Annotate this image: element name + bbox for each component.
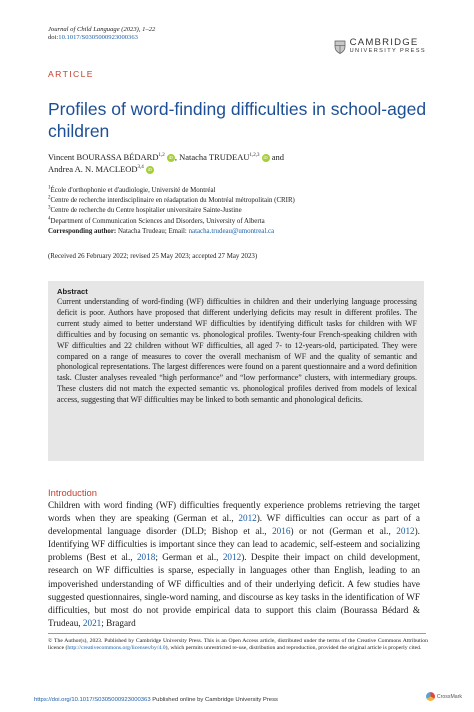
intro-text-segment: Children with word finding (WF) difficulties frequently experience problems retrieving the target words when they are speaking (German et al., [48, 500, 420, 524]
received-dates: (Received 26 February 2022; revised 25 May 2023; accepted 27 May 2023) [48, 253, 258, 260]
author-affiliation-marker: 1,2 [158, 153, 165, 159]
publisher-subname: UNIVERSITY PRESS [349, 48, 426, 54]
author-name: Vincent BOURASSA BÉDARD [48, 152, 159, 162]
footnote-divider [48, 633, 426, 634]
author-name: Andrea A. N. MACLEOD [48, 164, 138, 175]
affiliation-number: 1 [48, 185, 51, 191]
affiliation-number: 2 [48, 195, 51, 201]
journal-citation: Journal of Child Language (2023), 1–22 [48, 26, 156, 33]
introduction-heading: Introduction [48, 487, 97, 498]
abstract-heading: Abstract [57, 287, 88, 296]
license-link[interactable]: http://creativecommons.org/licenses/by/4.0 [67, 645, 166, 652]
crossmark-icon [426, 692, 435, 701]
abstract-text: Current understanding of word-finding (WF) difficulties in children and their underlying language processing deficit is poor. Authors have proposed that different underlying deficits may result in different profiles. The current study aimed to better understand WF difficulties by identifying difficult tasks for children with WF difficulties and by focusing on semantic vs. phonological profiles. Twenty-four French-speaking children with WF difficulties and 22 children without WF difficulties, all aged 7- to 12-years-old, participated. They were compared on a range of measures to cover the overall mechanism of WF and the quality of semantic and phonological representations. The largest differences were found on a parent questionnaire and a word definition task. Cluster analyses revealed “high performance” and “low performance” clusters, with intermediary groups. These clusters did not match the expected semantic vs. phonological profiles derived from models of lexical access, suggesting that WF difficulties may be linked to both semantic and phonological deficits. [57, 297, 417, 405]
publisher-logo [334, 38, 426, 55]
author-separator: and [269, 152, 285, 162]
intro-text-segment: ). Identifying WF difficulties is important since they can lead to academic, self-esteem and socializing problems (Best et al., [48, 526, 420, 563]
citation-year-link[interactable]: 2012 [396, 526, 415, 537]
page-footer: https://doi.org/10.1017/S0305000923000363 Published online by Cambridge University Press [34, 697, 278, 703]
cambridge-crest-icon [334, 40, 346, 54]
affiliations [48, 186, 438, 237]
citation-year-link[interactable]: 2021 [82, 617, 102, 628]
publisher-name: CAMBRIDGE [349, 37, 419, 48]
affiliation-number: 4 [48, 216, 51, 222]
citation-year-link[interactable]: 2018 [136, 552, 156, 563]
introduction-text [48, 499, 420, 630]
citation-year-link[interactable]: 2016 [272, 526, 291, 537]
author-affiliation-marker: 1,2,3 [249, 153, 260, 159]
author-separator: , [174, 152, 180, 162]
corresponding-author: Corresponding author: Natacha Trudeau; Email: natacha.trudeau@umontreal.ca [48, 227, 275, 235]
affiliation-item [48, 206, 438, 216]
author-name: Natacha TRUDEAU [179, 152, 250, 162]
doi-link[interactable]: 10.1017/S0305000923000363 [58, 34, 138, 42]
affiliation-item [48, 217, 438, 227]
intro-text-segment: ; German et al., [155, 552, 223, 563]
abstract-box [48, 281, 424, 461]
affiliation-text: École d'orthophonie et d'audiologie, Université de Montréal [50, 187, 216, 194]
intro-text-segment: ; Bragard [101, 617, 136, 628]
article-doi: doi:10.1017/S0305000923000363 [48, 34, 138, 42]
orcid-icon[interactable]: iD [263, 155, 268, 161]
author-list [48, 151, 438, 176]
intro-text-segment: ). WF difficulties can occur as part of a developmental language disorder (DLD; Bishop et al., [48, 513, 420, 537]
affiliation-item [48, 186, 438, 196]
intro-text-segment: ) or not (German et al., [290, 526, 397, 537]
article-type-label: ARTICLE [48, 69, 94, 79]
affiliation-text: Centre de recherche du Centre hospitalier universitaire Sainte-Justine [50, 207, 242, 215]
citation-year-link[interactable]: 2012 [238, 513, 257, 524]
intro-text-segment: ). Despite their impact on child development, research on WF difficulties is sparse, especially in languages other than English, leading to an impoverished understanding of WF difficulties and of their underlying deficit. A few studies have suggested questionnaires, single-word naming, and discourse as key tasks in the identification of WF difficulties, but most do not provide empirical data to support this claim (Bourassa Bédard & Trudeau, [48, 552, 420, 628]
orcid-icon[interactable]: iD [147, 167, 153, 173]
affiliation-text: Department of Communication Sciences and Disorders, University of Alberta [50, 217, 265, 225]
article-title: Profiles of word-finding difficulties in school-aged children [48, 99, 427, 141]
affiliation-text: Centre de recherche interdisciplinaire en réadaptation du Montréal métropolitain (CRIR) [50, 197, 295, 205]
license-notice: © The Author(s), 2023. Published by Cambridge University Press. This is an Open Access article, distributed under the terms of the Creative Commons Attribution licence (http://creativecommons.org/licenses/by/4.0), which permits unrestricted re-use, distribution and reproduction, provided the original article is properly cited. [48, 638, 428, 652]
journal-header [48, 26, 155, 43]
crossmark-badge[interactable]: CrossMark [426, 692, 462, 701]
affiliation-item [48, 196, 438, 206]
orcid-icon[interactable]: iD [168, 155, 174, 161]
affiliation-number: 3 [48, 206, 51, 212]
author-email-link[interactable]: natacha.trudeau@umontreal.ca [188, 227, 275, 235]
citation-year-link[interactable]: 2012 [222, 552, 242, 563]
author-affiliation-marker: 3,4 [137, 165, 144, 171]
footer-doi-link[interactable]: https://doi.org/10.1017/S0305000923000363 [34, 697, 151, 703]
